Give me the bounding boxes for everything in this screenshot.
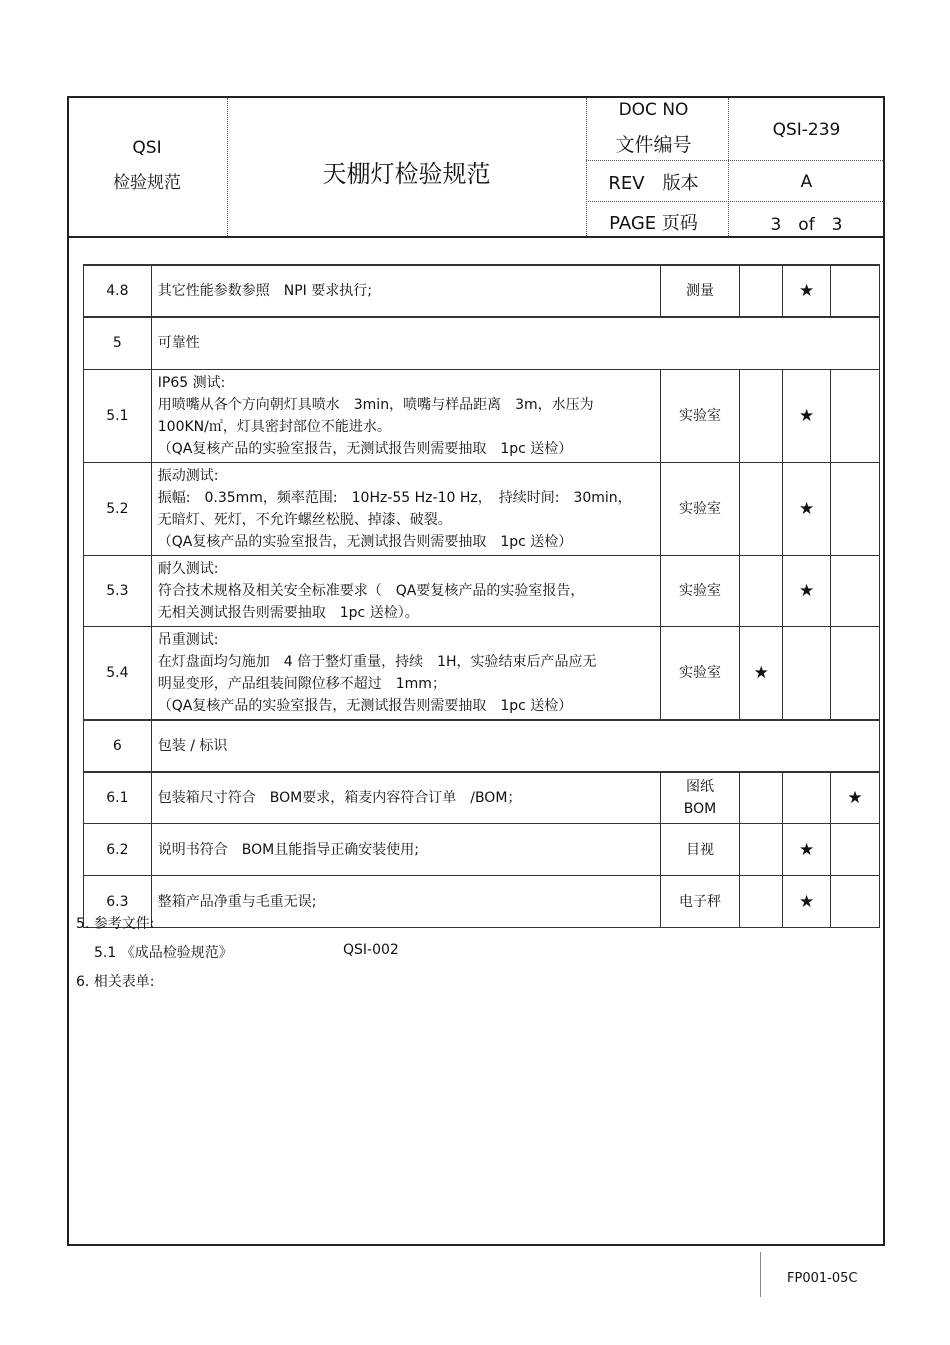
item-description	[151, 772, 660, 824]
description-line: （QA复核产品的实验室报告，无测试报告则需要抽取 1pc 送检）	[157, 533, 573, 550]
description-line: 包装箱尺寸符合 BOM要求，箱麦内容符合订单 /BOM；	[157, 789, 522, 806]
item-number: 6.2	[84, 824, 152, 876]
method-line: 实验室	[678, 664, 721, 681]
mark-cell	[740, 462, 783, 555]
item-number: 4.8	[84, 265, 152, 317]
item-number: 6.3	[84, 876, 152, 928]
method-line: 实验室	[678, 582, 721, 599]
description-line: 明显变形，产品组装间隙位移不超过 1mm；	[157, 675, 446, 692]
description-line: 其它性能参数参照 NPI 要求执行;	[157, 283, 372, 299]
doc-no-value: QSI-239	[772, 120, 841, 140]
description-line: （QA复核产品的实验室报告，无测试报告则需要抽取 1pc 送检）	[157, 440, 573, 457]
table-row	[84, 265, 880, 317]
description-line: 说明书符合 BOM且能指导正确安装使用;	[157, 841, 419, 858]
inspection-method	[660, 626, 740, 720]
description-line: IP65 测试:	[157, 374, 226, 391]
star-mark-icon: ★	[783, 824, 831, 876]
mark-cell	[783, 626, 831, 720]
table-row	[84, 317, 880, 369]
mark-cell	[740, 265, 783, 317]
mark-cell	[831, 265, 880, 317]
description-line: 无相关测试报告则需要抽取 1pc 送检）。	[157, 604, 419, 621]
item-number: 5.4	[84, 626, 152, 720]
description-line: 在灯盘面均匀施加 4 倍于整灯重量，持续 1H，实验结束后产品应无	[157, 653, 597, 670]
star-mark-icon: ★	[783, 462, 831, 555]
rev-label: REV 版本	[608, 173, 699, 194]
page-label: PAGE 页码	[609, 213, 698, 234]
table-row	[84, 462, 880, 555]
table-row	[84, 824, 880, 876]
mark-cell	[740, 876, 783, 928]
item-description	[151, 876, 660, 928]
doc-no-label-en: DOC NO	[618, 100, 689, 120]
mark-cell	[831, 824, 880, 876]
item-number: 6.1	[84, 772, 152, 824]
description-line: 用喷嘴从各个方向朝灯具喷水 3min，喷嘴与样品距离 3m，水压为	[157, 396, 594, 413]
inspection-method	[660, 462, 740, 555]
method-line: BOM	[683, 800, 717, 817]
reference-code: QSI-002	[343, 942, 399, 958]
table-row	[84, 720, 880, 772]
star-mark-icon: ★	[783, 555, 831, 626]
mark-cell	[740, 772, 783, 824]
item-number: 5.1	[84, 369, 152, 462]
reference-item: 5.1 《成品检验规范》	[94, 945, 233, 961]
forms-heading: 6. 相关表单:	[76, 974, 155, 990]
page-value: 3 of 3	[770, 215, 843, 235]
description-line: （QA复核产品的实验室报告，无测试报告则需要抽取 1pc 送检）	[157, 697, 573, 714]
item-number: 6	[84, 720, 152, 772]
inspection-method	[660, 876, 740, 928]
mark-cell	[740, 369, 783, 462]
mark-cell	[740, 824, 783, 876]
references-heading: 5. 参考文件:	[76, 916, 155, 932]
method-line: 实验室	[678, 407, 721, 424]
mark-cell	[831, 462, 880, 555]
description-line: 耐久测试:	[157, 560, 219, 577]
description-line: 符合技术规格及相关安全标准要求（ QA要复核产品的实验室报告，	[157, 582, 585, 599]
form-code-box	[760, 1252, 879, 1297]
item-description	[151, 317, 879, 369]
method-line: 测量	[685, 283, 714, 299]
description-line: 整箱产品净重与毛重无误;	[157, 893, 317, 910]
item-number: 5	[84, 317, 152, 369]
org-name: QSI	[132, 138, 162, 158]
inspection-method	[660, 369, 740, 462]
star-mark-icon: ★	[783, 369, 831, 462]
description-line: 可靠性	[157, 335, 200, 352]
star-mark-icon: ★	[831, 772, 880, 824]
item-number: 5.2	[84, 462, 152, 555]
star-mark-icon: ★	[783, 265, 831, 317]
method-line: 电子秤	[678, 893, 721, 910]
inspection-table	[83, 264, 880, 928]
table-row	[84, 626, 880, 720]
document-title: 天棚灯检验规范	[322, 160, 491, 188]
description-line: 振动测试:	[157, 467, 219, 484]
description-line: 振幅: 0.35mm，频率范围: 10Hz-55 Hz-10 Hz， 持续时间: 30min，	[157, 489, 632, 506]
item-description	[151, 462, 660, 555]
document-header	[67, 96, 885, 238]
table-row	[84, 772, 880, 824]
description-line: 100KN/㎡，灯具密封部位不能进水。	[157, 418, 391, 435]
description-line: 吊重测试:	[157, 631, 219, 648]
item-description	[151, 369, 660, 462]
mark-cell	[831, 369, 880, 462]
doc-no-label-cn: 文件编号	[615, 134, 692, 156]
item-description	[151, 626, 660, 720]
inspection-method	[660, 824, 740, 876]
mark-cell	[831, 555, 880, 626]
table-row	[84, 876, 880, 928]
inspection-method	[660, 555, 740, 626]
mark-cell	[831, 626, 880, 720]
org-subtitle: 检验规范	[113, 173, 181, 193]
description-line: 包装 / 标识	[157, 737, 228, 754]
description-line: 无暗灯、死灯，不允许螺丝松脱、掉漆、破裂。	[157, 511, 452, 528]
item-description	[151, 720, 879, 772]
mark-cell	[831, 876, 880, 928]
star-mark-icon: ★	[783, 876, 831, 928]
method-line: 图纸	[685, 778, 714, 795]
method-line: 目视	[685, 841, 714, 858]
rev-value: A	[800, 172, 813, 192]
item-description	[151, 265, 660, 317]
item-description	[151, 555, 660, 626]
star-mark-icon: ★	[740, 626, 783, 720]
method-line: 实验室	[678, 500, 721, 517]
inspection-method	[660, 265, 740, 317]
table-row	[84, 555, 880, 626]
mark-cell	[783, 772, 831, 824]
mark-cell	[740, 555, 783, 626]
inspection-method	[660, 772, 740, 824]
table-row	[84, 369, 880, 462]
form-code: FP001-05C	[787, 1271, 858, 1286]
item-number: 5.3	[84, 555, 152, 626]
item-description	[151, 824, 660, 876]
